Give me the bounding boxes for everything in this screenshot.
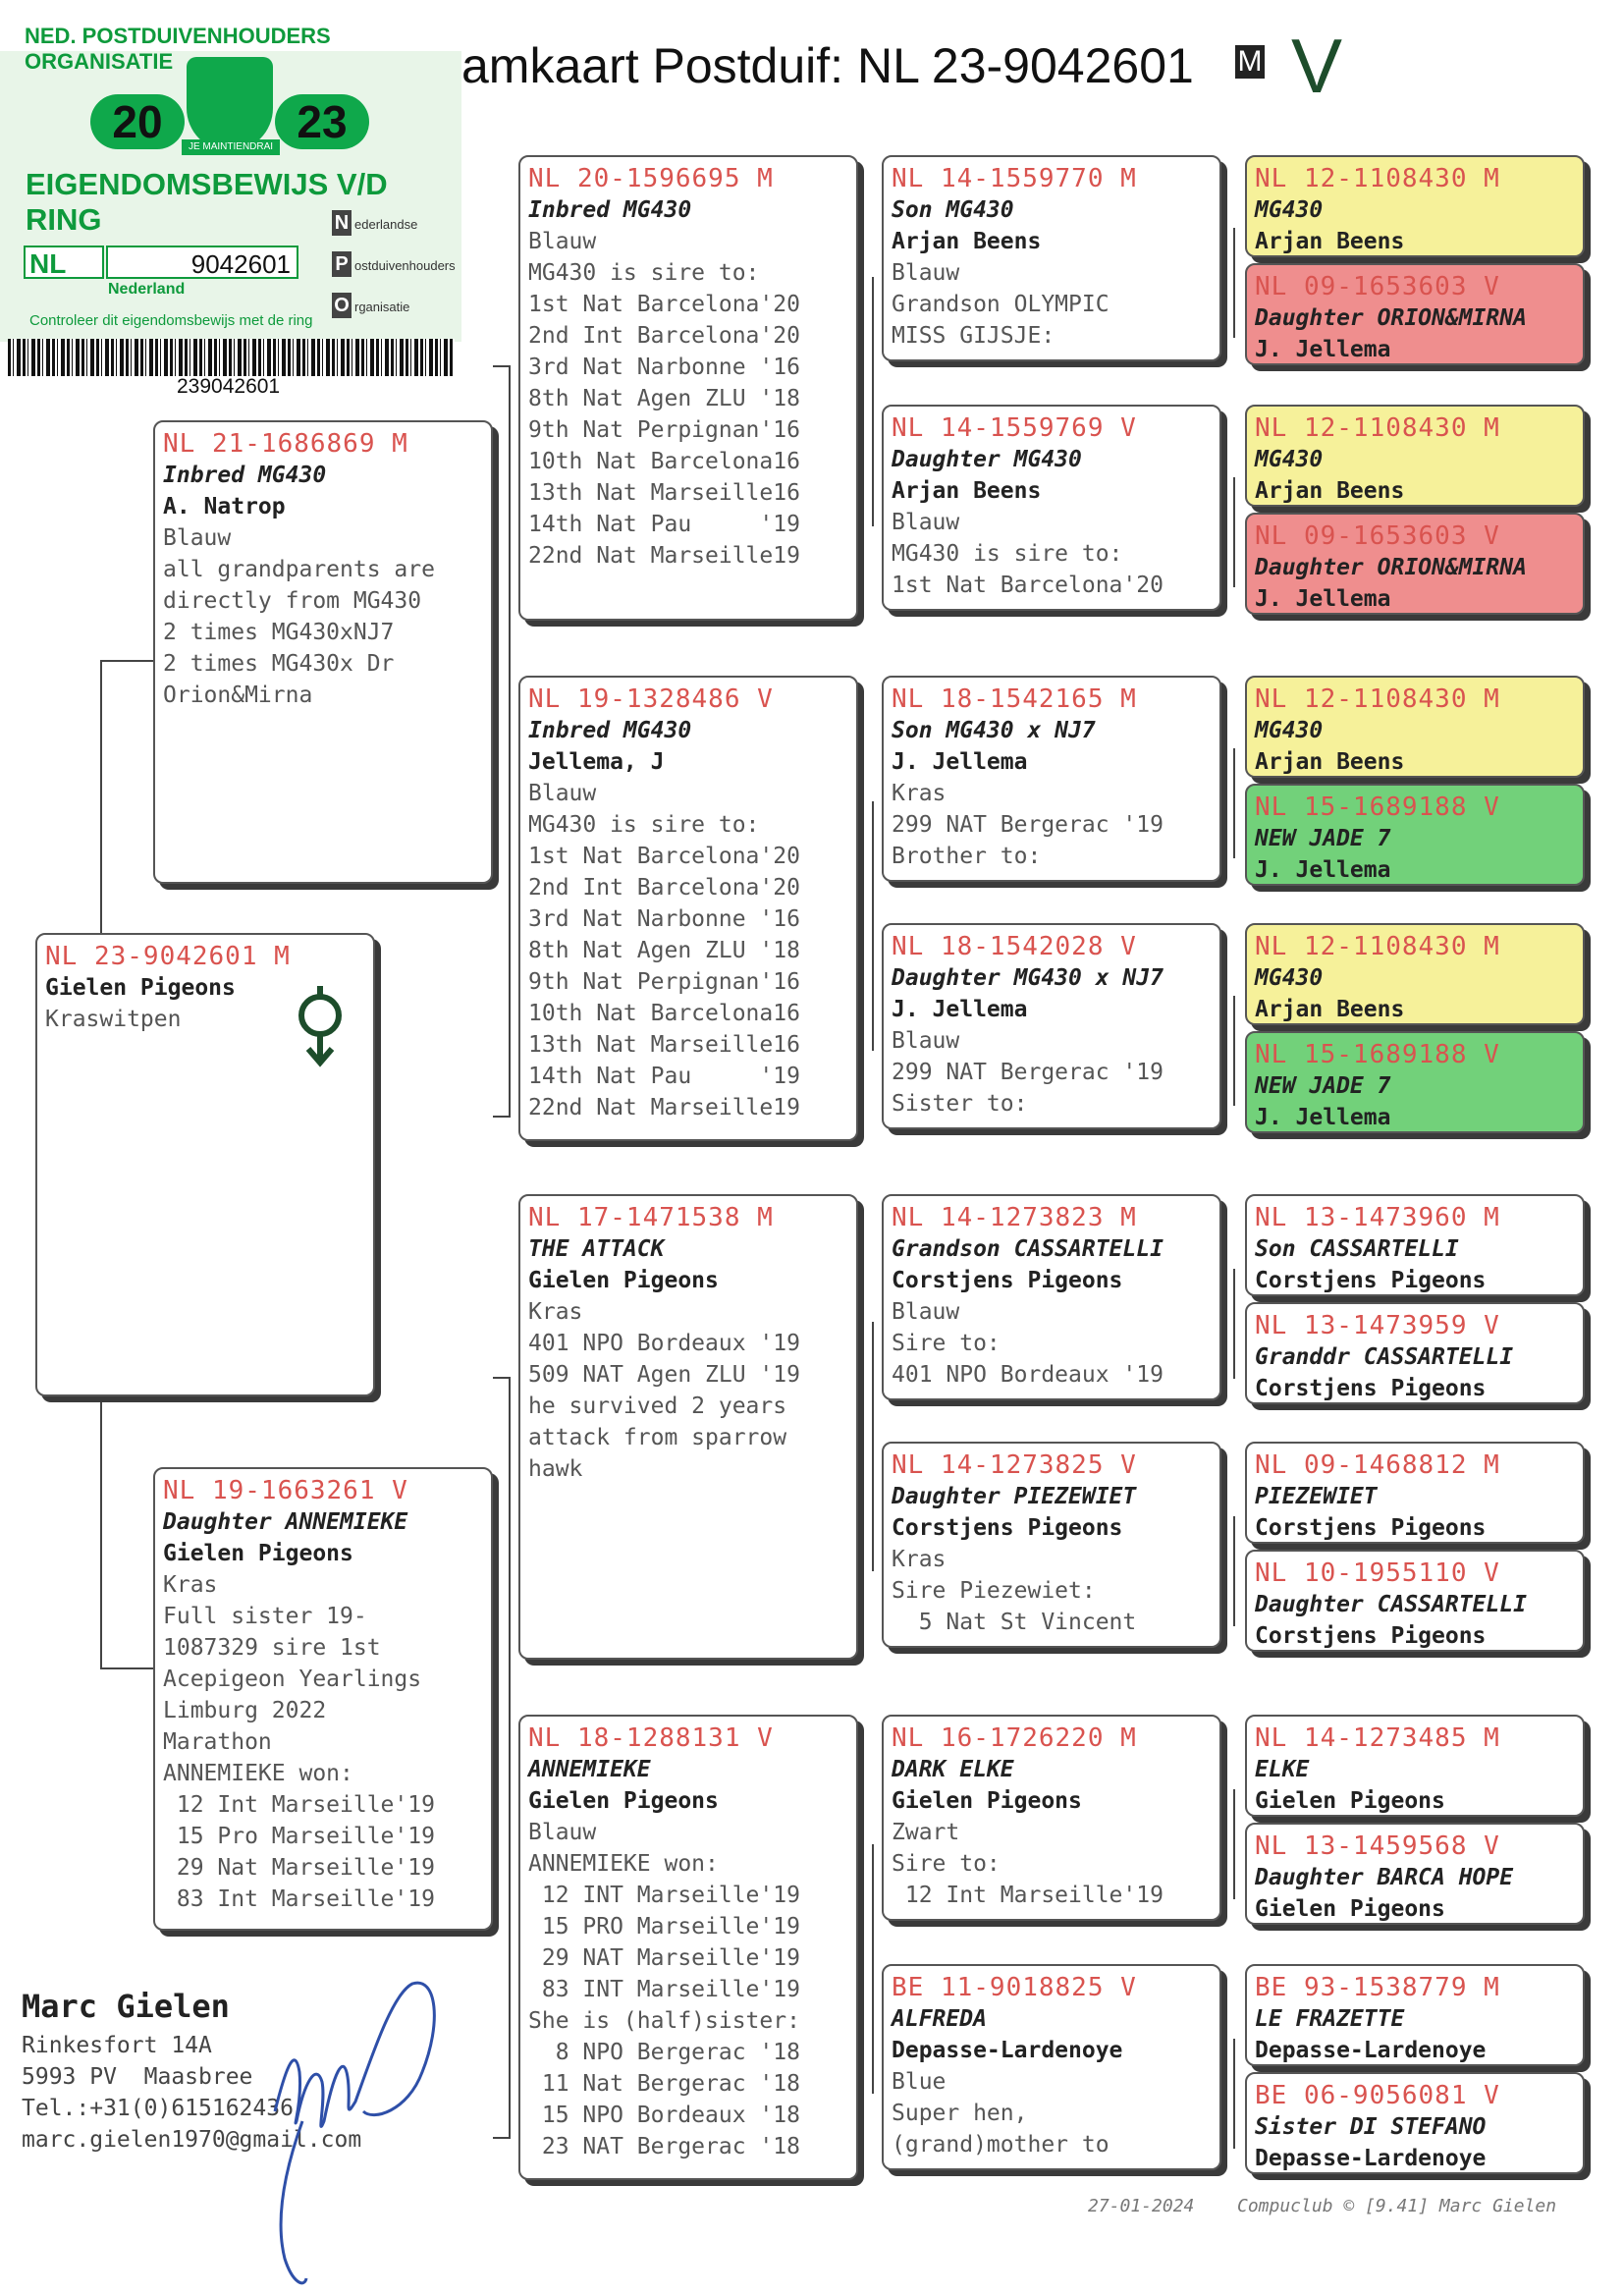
year-right: 23	[275, 94, 369, 149]
ring-number: NL 09-1653603 V	[1255, 521, 1500, 551]
connector-line	[872, 277, 874, 526]
owner-name: Gielen Pigeons	[45, 975, 236, 1001]
ring-number: 9042601	[106, 246, 298, 279]
detail-line: MG430 is sire to:	[528, 812, 760, 838]
ring-number: NL 09-1653603 V	[1255, 272, 1500, 301]
pigeon-name: Daughter ANNEMIEKE	[163, 1509, 408, 1535]
ring-number: NL 19-1328486 V	[528, 684, 774, 714]
ancestor-card	[1245, 1550, 1585, 1652]
ancestor-card	[1245, 513, 1585, 615]
detail-line: 2nd Int Barcelona'20	[528, 875, 800, 901]
owner-name: Depasse-Lardenoye	[1255, 2038, 1487, 2063]
pigeon-name: Daughter ORION&MIRNA	[1255, 555, 1527, 580]
detail-line: 22nd Nat Marseille19	[528, 543, 800, 569]
dam-card	[153, 1467, 493, 1931]
detail-line: 13th Nat Marseille16	[528, 480, 800, 506]
pigeon-name: PIEZEWIET	[1255, 1484, 1378, 1509]
detail-line: directly from MG430	[163, 588, 422, 614]
owner-name: Arjan Beens	[1255, 478, 1405, 504]
great-grandparent-card	[882, 1442, 1221, 1648]
owner-name: Arjan Beens	[892, 229, 1042, 254]
detail-line: 9th Nat Perpignan'16	[528, 969, 800, 995]
male-sex-symbol-icon	[297, 984, 344, 1070]
footer-date: 27-01-2024	[1088, 2196, 1195, 2216]
detail-line: 1087329 sire 1st	[163, 1635, 381, 1661]
detail-line: 1st Nat Barcelona'20	[892, 573, 1164, 598]
pigeon-name: Inbred MG430	[528, 718, 692, 743]
connector-line	[493, 1116, 511, 1118]
detail-line: 8th Nat Agen ZLU '18	[528, 386, 800, 411]
pigeon-name: NEW JADE 7	[1255, 1073, 1391, 1099]
great-grandparent-card	[882, 676, 1221, 882]
detail-line: ANNEMIEKE won:	[163, 1761, 353, 1786]
detail-line: 29 Nat Marseille'19	[163, 1855, 435, 1881]
control-text: Controleer dit eigendomsbewijs met de ring	[29, 312, 313, 329]
grandparent-card	[518, 155, 858, 621]
ring-number: NL 18-1288131 V	[528, 1723, 774, 1753]
detail-line: Sire to:	[892, 1851, 1001, 1877]
ring-number: NL 14-1273825 V	[892, 1450, 1137, 1480]
owner-name: J. Jellema	[1255, 1105, 1391, 1130]
detail-line: 14th Nat Pau '19	[528, 512, 800, 537]
pigeon-name: DARK ELKE	[892, 1757, 1014, 1782]
ancestor-card	[1245, 1442, 1585, 1544]
ancestor-card	[1245, 2072, 1585, 2174]
owner-name: J. Jellema	[1255, 857, 1391, 883]
grandparent-card	[518, 1194, 858, 1660]
pigeon-name: Granddr CASSARTELLI	[1255, 1344, 1514, 1370]
owner-name: J. Jellema	[1255, 586, 1391, 612]
great-grandparent-card	[882, 1194, 1221, 1400]
detail-line: Sire Piezewiet:	[892, 1578, 1096, 1604]
detail-line: Marathon	[163, 1729, 272, 1755]
connector-line	[872, 1844, 874, 2094]
detail-line: 401 NPO Bordeaux '19	[528, 1331, 800, 1356]
detail-line: Blauw	[528, 781, 597, 806]
detail-line: 12 Int Marseille'19	[163, 1792, 435, 1818]
pigeon-name: Son CASSARTELLI	[1255, 1236, 1459, 1262]
certificate-label: EIGENDOMSBEWIJS V/D RING	[26, 167, 388, 237]
pigeon-name: Inbred MG430	[163, 463, 327, 488]
pigeon-name: Inbred MG430	[528, 197, 692, 223]
pigeon-name: Daughter CASSARTELLI	[1255, 1592, 1527, 1617]
detail-line: 5 Nat St Vincent	[892, 1610, 1137, 1635]
detail-line: 299 NAT Bergerac '19	[892, 812, 1164, 838]
great-grandparent-card	[882, 405, 1221, 611]
great-grandparent-card	[882, 1715, 1221, 1921]
connector-line	[1233, 2039, 1235, 2149]
detail-line: Super hen,	[892, 2101, 1028, 2126]
title-sex-marker: M	[1235, 45, 1265, 79]
owner-name: Gielen Pigeons	[892, 1788, 1082, 1814]
pigeon-name: Son MG430 x NJ7	[892, 718, 1096, 743]
breeder-street: Rinkesfort 14A	[22, 2033, 212, 2058]
ring-number: NL 12-1108430 M	[1255, 413, 1500, 443]
owner-name: Corstjens Pigeons	[1255, 1268, 1487, 1293]
detail-line: 299 NAT Bergerac '19	[892, 1060, 1164, 1085]
grandparent-card	[518, 676, 858, 1141]
owner-name: Arjan Beens	[1255, 229, 1405, 254]
detail-line: 2 times MG430xNJ7	[163, 620, 395, 645]
ring-number: NL 14-1559770 M	[892, 164, 1137, 193]
owner-name: Gielen Pigeons	[528, 1268, 719, 1293]
detail-line: Kraswitpen	[45, 1007, 182, 1032]
ring-number: NL 14-1273823 M	[892, 1203, 1137, 1232]
ownership-certificate	[0, 18, 461, 342]
detail-line: (grand)mother to	[892, 2132, 1110, 2158]
detail-line: Brother to:	[892, 844, 1042, 869]
connector-line	[100, 1667, 155, 1669]
detail-line: 12 Int Marseille'19	[892, 1883, 1164, 1908]
ring-number: BE 06-9056081 V	[1255, 2081, 1500, 2110]
detail-line: 10th Nat Barcelona16	[528, 1001, 800, 1026]
detail-line: Full sister 19-	[163, 1604, 367, 1629]
detail-line: 14th Nat Pau '19	[528, 1064, 800, 1089]
owner-name: Gielen Pigeons	[1255, 1788, 1445, 1814]
great-grandparent-card	[882, 1964, 1221, 2170]
owner-name: J. Jellema	[1255, 337, 1391, 362]
ancestor-card	[1245, 1823, 1585, 1925]
detail-line: all grandparents are	[163, 557, 435, 582]
pigeon-name: NEW JADE 7	[1255, 826, 1391, 851]
npo-letter-o: O rganisatie	[332, 293, 409, 318]
ring-number: NL 18-1542028 V	[892, 932, 1137, 961]
connector-line	[1233, 477, 1235, 587]
detail-line: 8th Nat Agen ZLU '18	[528, 938, 800, 963]
ancestor-card	[1245, 1031, 1585, 1133]
ring-number: BE 93-1538779 M	[1255, 1973, 1500, 2002]
detail-line: MG430 is sire to:	[528, 260, 760, 286]
ring-number: NL 12-1108430 M	[1255, 932, 1500, 961]
emblem-motto: JE MAINTIENDRAI	[182, 139, 280, 155]
connector-line	[493, 365, 511, 367]
owner-name: Corstjens Pigeons	[1255, 1623, 1487, 1649]
ring-number: NL 13-1459568 V	[1255, 1831, 1500, 1861]
ring-number: NL 18-1542165 M	[892, 684, 1137, 714]
connector-line	[509, 1377, 511, 2139]
detail-line: Kras	[892, 1547, 947, 1572]
breeder-city: 5993 PV Maasbree	[22, 2064, 253, 2090]
pigeon-name: LE FRAZETTE	[1255, 2006, 1405, 2032]
owner-name: Corstjens Pigeons	[892, 1515, 1123, 1541]
ancestor-card	[1245, 405, 1585, 507]
pigeon-name: THE ATTACK	[528, 1236, 665, 1262]
detail-line: MG430 is sire to:	[892, 541, 1123, 567]
pigeon-name: Daughter MG430	[892, 447, 1082, 472]
detail-line: 3rd Nat Narbonne '16	[528, 906, 800, 932]
ancestor-card	[1245, 784, 1585, 886]
pigeon-name: Daughter BARCA HOPE	[1255, 1865, 1514, 1890]
detail-line: 11 Nat Bergerac '18	[528, 2071, 800, 2097]
detail-line: Sire to:	[892, 1331, 1001, 1356]
detail-line: 8 NPO Bergerac '18	[528, 2040, 800, 2065]
detail-line: Blue	[892, 2069, 947, 2095]
great-grandparent-card	[882, 155, 1221, 361]
pigeon-name: ANNEMIEKE	[528, 1757, 651, 1782]
barcode	[8, 339, 455, 376]
connector-line	[1233, 1789, 1235, 1899]
ring-number: NL 17-1471538 M	[528, 1203, 774, 1232]
detail-line: 2 times MG430x Dr	[163, 651, 395, 677]
detail-line: Kras	[528, 1299, 583, 1325]
owner-name: Corstjens Pigeons	[1255, 1515, 1487, 1541]
detail-line: Sister to:	[892, 1091, 1028, 1117]
organisation-name: NED. POSTDUIVENHOUDERS ORGANISATIE	[25, 24, 331, 74]
detail-line: he survived 2 years	[528, 1393, 787, 1419]
detail-line: 23 NAT Bergerac '18	[528, 2134, 800, 2159]
detail-line: 1st Nat Barcelona'20	[528, 844, 800, 869]
ancestor-card	[1245, 1302, 1585, 1404]
connector-line	[509, 365, 511, 1118]
npo-letter-p: P ostduivenhouders	[332, 251, 456, 277]
detail-line: Blauw	[163, 525, 232, 551]
detail-line: Blauw	[892, 260, 960, 286]
owner-name: Arjan Beens	[892, 478, 1042, 504]
footer-credit: Compuclub © [9.41] Marc Gielen	[1237, 2196, 1557, 2216]
barcode-number: 239042601	[177, 375, 281, 398]
npo-letter-n: N ederlandse	[332, 210, 417, 236]
connector-line	[1233, 228, 1235, 338]
pigeon-name: MG430	[1255, 197, 1324, 223]
ring-number: NL 09-1468812 M	[1255, 1450, 1500, 1480]
breeder-name: Marc Gielen	[22, 1988, 230, 2025]
ring-number: NL 15-1689188 V	[1255, 1040, 1500, 1069]
detail-line: 401 NPO Bordeaux '19	[892, 1362, 1164, 1388]
detail-line: Blauw	[528, 229, 597, 254]
connector-line	[493, 2137, 511, 2139]
detail-line: Limburg 2022	[163, 1698, 327, 1723]
detail-line: 83 INT Marseille'19	[528, 1977, 800, 2002]
detail-line: Zwart	[892, 1820, 960, 1845]
detail-line: 2nd Int Barcelona'20	[528, 323, 800, 349]
ring-number: NL 16-1726220 M	[892, 1723, 1137, 1753]
page-title: amkaart Postduif: NL 23-9042601	[461, 38, 1194, 93]
detail-line: Grandson OLYMPIC	[892, 292, 1110, 317]
detail-line: 1st Nat Barcelona'20	[528, 292, 800, 317]
pigeon-name: MG430	[1255, 965, 1324, 991]
detail-line: 29 NAT Marseille'19	[528, 1945, 800, 1971]
connector-line	[1233, 1516, 1235, 1626]
ring-number: NL 19-1663261 V	[163, 1476, 408, 1505]
detail-line: She is (half)sister:	[528, 2008, 800, 2034]
ring-number: NL 21-1686869 M	[163, 429, 408, 459]
owner-name: Arjan Beens	[1255, 749, 1405, 775]
ancestor-card	[1245, 923, 1585, 1025]
ancestor-card	[1245, 1194, 1585, 1296]
owner-name: A. Natrop	[163, 494, 286, 519]
ancestor-card	[1245, 676, 1585, 778]
ring-number: BE 11-9018825 V	[892, 1973, 1137, 2002]
ring-number: NL 23-9042601 M	[45, 942, 291, 971]
owner-name: Corstjens Pigeons	[1255, 1376, 1487, 1401]
ring-number: NL 12-1108430 M	[1255, 164, 1500, 193]
owner-name: Depasse-Lardenoye	[892, 2038, 1123, 2063]
detail-line: 15 NPO Bordeaux '18	[528, 2103, 800, 2128]
owner-name: J. Jellema	[892, 997, 1028, 1022]
detail-line: 509 NAT Agen ZLU '19	[528, 1362, 800, 1388]
pigeon-name: MG430	[1255, 718, 1324, 743]
ancestor-card	[1245, 1715, 1585, 1817]
detail-line: hawk	[528, 1456, 583, 1482]
owner-name: Gielen Pigeons	[528, 1788, 719, 1814]
ring-number: NL 13-1473959 V	[1255, 1311, 1500, 1340]
owner-name: Depasse-Lardenoye	[1255, 2146, 1487, 2171]
pigeon-name: MG430	[1255, 447, 1324, 472]
detail-line: MISS GIJSJE:	[892, 323, 1056, 349]
breeder-phone: Tel.:+31(0)615162436	[22, 2096, 294, 2121]
handwritten-check-mark: V	[1291, 23, 1343, 109]
connector-line	[1233, 996, 1235, 1106]
connector-line	[1233, 748, 1235, 858]
ring-number: NL 15-1689188 V	[1255, 792, 1500, 822]
ancestor-card	[1245, 1964, 1585, 2066]
detail-line: Blauw	[528, 1820, 597, 1845]
detail-line: 83 Int Marseille'19	[163, 1886, 435, 1912]
handwritten-signature	[245, 1964, 461, 2288]
owner-name: Corstjens Pigeons	[892, 1268, 1123, 1293]
connector-line	[493, 1377, 511, 1379]
ancestor-card	[1245, 155, 1585, 257]
pigeon-name: ALFREDA	[892, 2006, 987, 2032]
detail-line: ANNEMIEKE won:	[528, 1851, 719, 1877]
great-grandparent-card	[882, 923, 1221, 1129]
owner-name: Gielen Pigeons	[1255, 1896, 1445, 1922]
detail-line: Blauw	[892, 1028, 960, 1054]
detail-line: Acepigeon Yearlings	[163, 1667, 422, 1692]
detail-line: 12 INT Marseille'19	[528, 1883, 800, 1908]
detail-line: attack from sparrow	[528, 1425, 787, 1450]
ring-number: NL 14-1559769 V	[892, 413, 1137, 443]
detail-line: 10th Nat Barcelona16	[528, 449, 800, 474]
pigeon-name: Daughter ORION&MIRNA	[1255, 305, 1527, 331]
owner-name: J. Jellema	[892, 749, 1028, 775]
detail-line: Orion&Mirna	[163, 683, 313, 708]
detail-line: Kras	[892, 781, 947, 806]
pigeon-name: Sister DI STEFANO	[1255, 2114, 1487, 2140]
detail-line: 15 PRO Marseille'19	[528, 1914, 800, 1940]
detail-line: 15 Pro Marseille'19	[163, 1824, 435, 1849]
country-name: Nederland	[108, 281, 186, 298]
owner-name: Gielen Pigeons	[163, 1541, 353, 1566]
lion-emblem-icon	[187, 57, 273, 151]
connector-line	[872, 801, 874, 1051]
breeder-email: marc.gielen1970@gmail.com	[22, 2127, 362, 2153]
pigeon-name: Daughter PIEZEWIET	[892, 1484, 1137, 1509]
detail-line: 22nd Nat Marseille19	[528, 1095, 800, 1120]
detail-line: 9th Nat Perpignan'16	[528, 417, 800, 443]
sire-card	[153, 420, 493, 884]
owner-name: Jellema, J	[528, 749, 665, 775]
connector-line	[1233, 1269, 1235, 1379]
grandparent-card	[518, 1715, 858, 2180]
pigeon-name: ELKE	[1255, 1757, 1310, 1782]
pigeon-name: Grandson CASSARTELLI	[892, 1236, 1164, 1262]
pigeon-name: Daughter MG430 x NJ7	[892, 965, 1164, 991]
detail-line: Kras	[163, 1572, 218, 1598]
detail-line: Blauw	[892, 1299, 960, 1325]
ring-number: NL 13-1473960 M	[1255, 1203, 1500, 1232]
ring-number: NL 20-1596695 M	[528, 164, 774, 193]
detail-line: 13th Nat Marseille16	[528, 1032, 800, 1058]
owner-name: Arjan Beens	[1255, 997, 1405, 1022]
connector-line	[872, 1322, 874, 1571]
connector-line	[100, 660, 155, 662]
ring-number: NL 12-1108430 M	[1255, 684, 1500, 714]
detail-line: Blauw	[892, 510, 960, 535]
pigeon-name: Son MG430	[892, 197, 1014, 223]
country-code: NL	[24, 246, 104, 279]
ring-number: NL 14-1273485 M	[1255, 1723, 1500, 1753]
ancestor-card	[1245, 263, 1585, 365]
year-left: 20	[90, 94, 185, 149]
ring-number: NL 10-1955110 V	[1255, 1558, 1500, 1588]
detail-line: 3rd Nat Narbonne '16	[528, 355, 800, 380]
